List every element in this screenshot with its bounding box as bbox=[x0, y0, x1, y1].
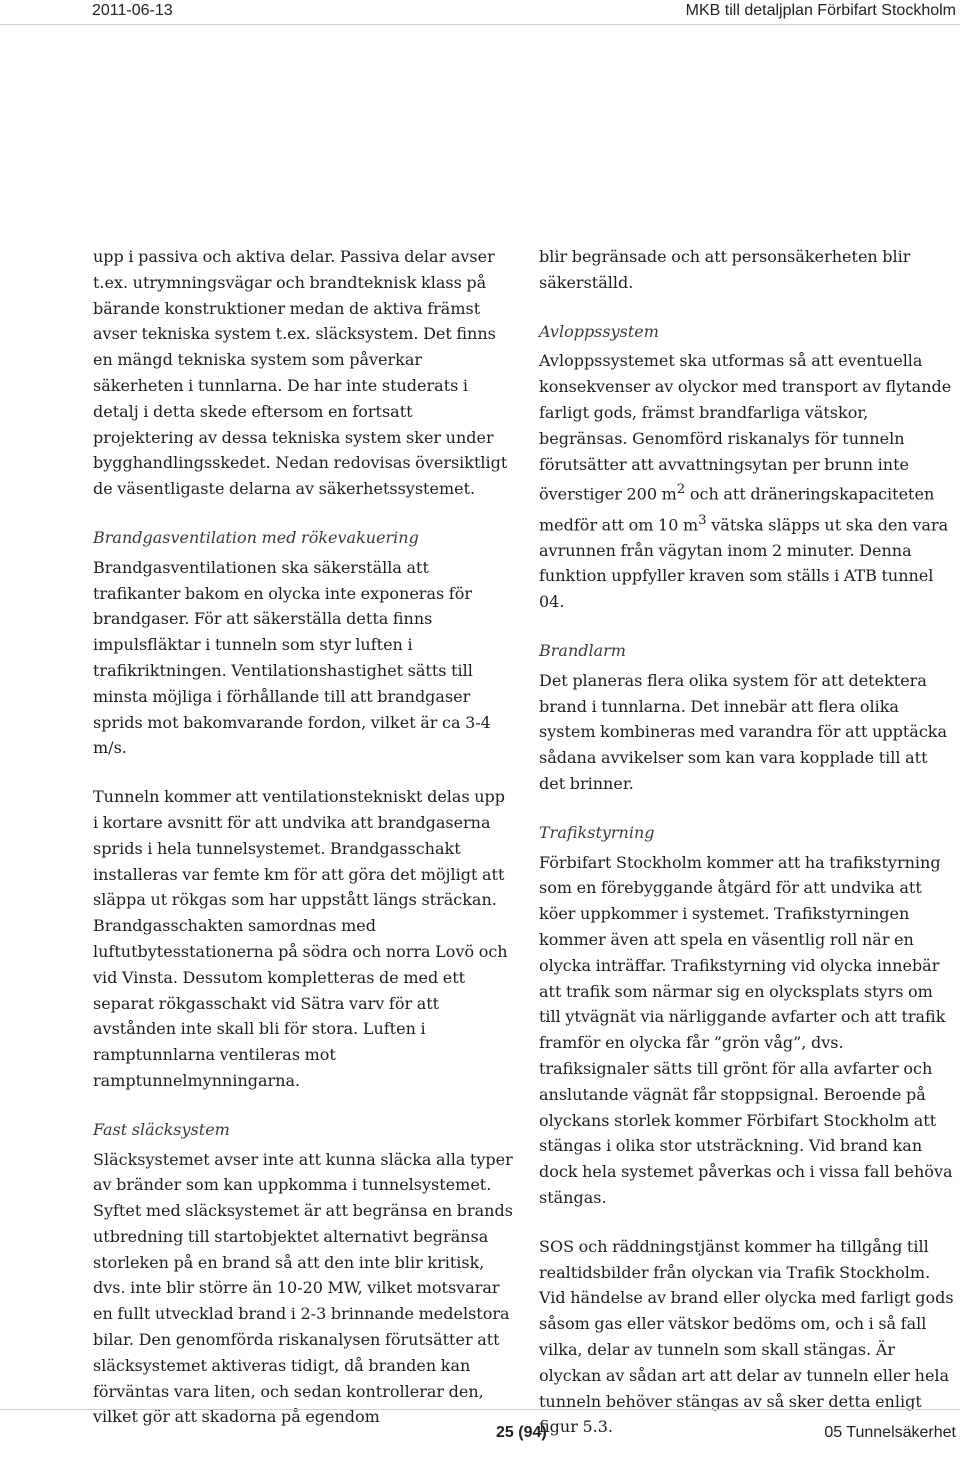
body-paragraph: Det planeras flera olika system för att detektera brand i tunnlarna. Det innebär att flera olika system kombineras med varandra för att upptäcka sådana avvikelser som kan vara kopplade till att det brinner. bbox=[539, 670, 948, 793]
body-paragraph: blir begränsade och att personsäkerheten blir säkerställd. bbox=[539, 247, 911, 292]
superscript: 2 bbox=[676, 482, 686, 498]
right-column bbox=[539, 244, 957, 1463]
text-run: och att dräneringskapaciteten medför att om 10 m bbox=[539, 484, 935, 534]
page-number: 25 (94) bbox=[496, 1424, 547, 1441]
body-paragraph: Släcksystemet avser inte att kunna släcka alla typer av bränder som kan uppkomma i tunnelsystemet. Syftet med släcksystemet är att begränsa en brands utbredning till startobjektet alternativt begränsa storleken på en brand så att den inte blir kritisk, dvs. inte blir större än 10-20 MW, vilket motsvarar en fullt utvecklad brand i 2-3 brinnande medelstora bilar. Den genomförda riskanalysen förutsätter att släcksystemet aktiveras tidigt, då branden kan förväntas vara liten, och sedan kontrollerar den, vilket gör att skadorna på egendom bbox=[93, 1149, 513, 1427]
body-paragraph: Tunneln kommer att ventilationstekniskt delas upp i kortare avsnitt för att undvika att brandgaserna sprids i hela tunnelsystemet. Brandgasschakt installeras var femte km för att göra det möjligt att släppa ut rökgas som har uppstått längs sträckan. Brandgasschakten samordnas med luftutbytesstationerna på södra och norra Lovö och vid Vinsta. Dessutom kompletteras de med ett separat rökgasschakt vid Sätra varv för att avstånden inte skall bli för stora. Luften i ramptunnlarna ventileras mot ramptunnelmynningarna. bbox=[93, 787, 508, 1090]
header-date: 2011-06-13 bbox=[92, 2, 173, 19]
section-heading-brandlarm: Brandlarm bbox=[539, 641, 626, 661]
section-heading-fast-slacksystem: Fast släcksystem bbox=[93, 1119, 230, 1139]
header-title: MKB till detaljplan Förbifart Stockholm bbox=[685, 2, 956, 19]
body-paragraph: Brandgasventilationen ska säkerställa att trafikanter bakom en olycka inte exponeras för brandgaser. För att säkerställa detta finns impulsfläktar i tunneln som styr luften i trafikriktningen. Ventilationshastighet sätts till minsta möjliga i förhållande till att brandgaser sprids mot bakomvarande fordon, vilket är ca 3-4 m/s. bbox=[93, 557, 491, 758]
body-paragraph: Förbifart Stockholm kommer att ha trafikstyrning som en förebyggande åtgärd för att undvika att köer uppkommer i systemet. Trafikstyrningen kommer även att spela en väsentlig roll när en olycka inträffar. Trafikstyrning vid olycka innebär att trafik som närmar sig en olycksplats styrs om till ytvägnät via närliggande avfarter och att trafik framför en olycka får ”grön våg”, dvs. trafiksignaler sätts till grönt för alla avfarter och anslutande vägnät får stoppsignal. Beroende på olyckans storlek kommer Förbifart Stockholm att stängas i olika stor utsträckning. Vid brand kan dock hela systemet påverkas och i vissa fall behöva stängas. bbox=[539, 852, 953, 1207]
body-paragraph bbox=[539, 348, 957, 615]
chapter-title: 05 Tunnelsäkerhet bbox=[824, 1424, 956, 1441]
body-paragraph: SOS och räddningstjänst kommer ha tillgång till realtidsbilder från olyckan via Trafik Stockholm. Vid händelse av brand eller olycka med farligt gods såsom gas eller vätskor bedöms om, och i så fall vilka, delar av tunneln som skall stängas. Är olyckan av sådan art att delar av tunneln eller hela tunneln behöver stängas av så sker detta enligt figur 5.3. bbox=[539, 1236, 954, 1437]
section-heading-avloppssystem: Avloppssystem bbox=[539, 321, 659, 341]
text-run: vätska släpps ut ska den vara avrunnen från vägytan inom 2 minuter. Denna funktion uppfyller kraven som ställs i ATB tunnel 04. bbox=[539, 514, 949, 612]
section-heading-trafikstyrning: Trafikstyrning bbox=[539, 822, 655, 842]
text-run: Avloppssystemet ska utformas så att eventuella konsekvenser av olyckor med transport av flytande farligt gods, främst brandfarliga vätskor, begränsas. Genomförd riskanalys för tunneln förutsätter att avvattningsytan per brunn inte överstiger 200 m bbox=[539, 351, 952, 504]
body-paragraph: upp i passiva och aktiva delar. Passiva delar avser t.ex. utrymningsvägar och brandteknisk klass på bärande konstruktioner medan de aktiva främst avser tekniska system t.ex. släcksystem. Det finns en mängd tekniska system som påverkar säkerheten i tunnlarna. De har inte studerats i detalj i detta skede eftersom en fortsatt projektering av dessa tekniska system sker under bygghandlingsskedet. Nedan redovisas översiktligt de väsentligaste delarna av säkerhetssystemet. bbox=[93, 247, 508, 499]
superscript: 3 bbox=[698, 512, 707, 528]
section-heading-brandgasventilation: Brandgasventilation med rökevakuering bbox=[93, 527, 419, 547]
left-column bbox=[93, 244, 513, 1453]
page-header bbox=[0, 0, 960, 25]
page-footer bbox=[0, 1409, 960, 1444]
